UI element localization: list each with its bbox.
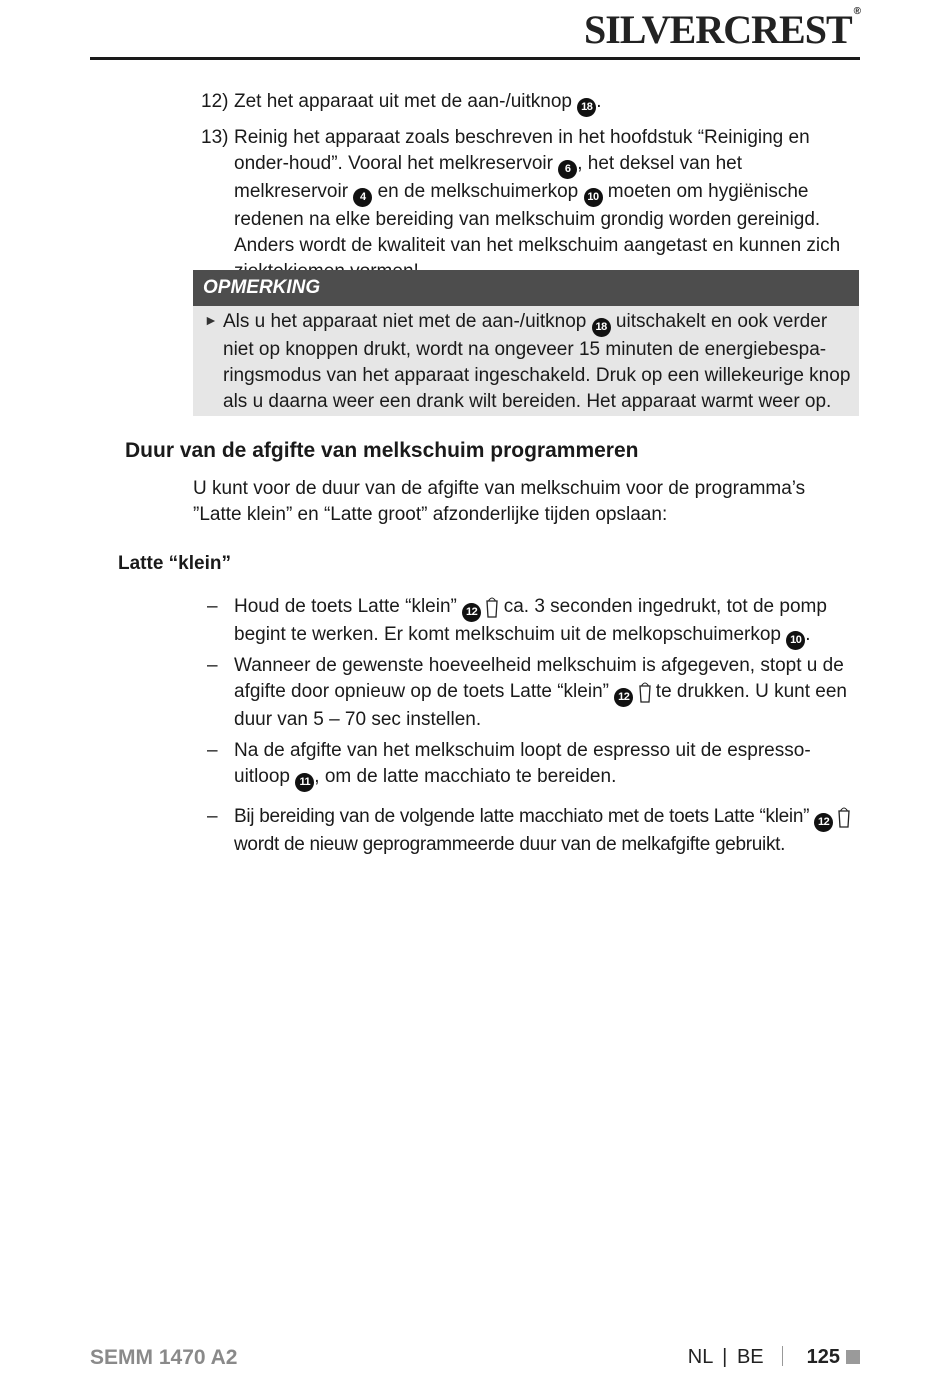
language-separator: |	[722, 1346, 728, 1368]
list-item-text: Na de afgifte van het melkschuim loopt de espresso uit de espresso-uitloop	[234, 740, 811, 787]
part-number-badge: 12	[462, 603, 481, 622]
list-item-text: , om de latte macchiato te bereiden.	[314, 766, 617, 787]
dash-bullet: –	[207, 596, 218, 617]
part-number-badge: 12	[614, 688, 633, 707]
part-number-badge: 18	[577, 98, 596, 117]
page-number: 125	[806, 1346, 840, 1368]
step-12	[201, 89, 861, 117]
list-item-text: Bij bereiding van de volgende latte macchiato met de toets Latte “klein”	[234, 806, 815, 827]
list-item-text: ca. 3 seconden ingedrukt, tot de pomp begint te werken. Er komt melkschuim uit de melkopschuimerkop	[234, 596, 827, 645]
part-number-badge: 10	[584, 188, 603, 207]
list-item-text: wordt de nieuw geprogrammeerde duur van de melkafgifte gebruikt.	[234, 834, 786, 855]
registered-mark: ®	[853, 6, 860, 17]
part-number-badge: 6	[558, 160, 577, 179]
list-item	[207, 653, 857, 733]
section-intro: U kunt voor de duur van de afgifte van melkschuim voor de programma’s ”Latte klein” en “Latte groot” afzonderlijke tijden opslaan:	[193, 478, 806, 525]
brand-logo	[584, 6, 860, 53]
list-item-text: .	[805, 624, 811, 645]
note-header: OPMERKING	[193, 270, 859, 306]
latte-glass-icon	[486, 596, 498, 618]
step-text: Reinig het apparaat zoals beschreven in het hoofdstuk “Reiniging en onder-houd”. Vooral het melkreservoir	[234, 127, 810, 174]
list-item	[207, 594, 857, 650]
step-text: .	[596, 91, 602, 112]
latte-glass-icon	[838, 806, 850, 828]
step-text: moeten om hygiënische redenen na elke bereiding van melkschuim grondig worden gereinigd. Anders wordt de kwaliteit van het melkschuim aangetast en kunnen zich	[234, 181, 841, 256]
step-number: 12)	[201, 91, 229, 112]
step-text: Zet het apparaat uit met de aan-/uitknop	[234, 91, 578, 112]
language-nl: NL	[687, 1346, 713, 1368]
section-title: Duur van de afgifte van melkschuim programmeren	[125, 439, 639, 462]
step-text: , het deksel van het melkreservoir	[234, 153, 742, 202]
part-number-badge: 11	[295, 773, 314, 792]
note-body	[193, 306, 859, 416]
brand-name: SILVERCREST	[583, 7, 852, 52]
dash-bullet: –	[207, 655, 218, 676]
page-marker-square	[846, 1350, 860, 1364]
footer-divider	[782, 1346, 783, 1366]
note-text-part: Als u het apparaat niet met de aan-/uitknop	[223, 311, 592, 332]
step-number: 13)	[201, 127, 229, 148]
footer-right	[688, 1346, 860, 1369]
arrow-right-icon: ►	[204, 312, 218, 328]
model-number: SEMM 1470 A2	[90, 1346, 238, 1369]
part-number-badge: 4	[353, 188, 372, 207]
part-number-badge: 10	[786, 631, 805, 650]
subsection-title: Latte “klein”	[118, 553, 231, 574]
list-item-text: te drukken. U kunt een duur van 5 – 70 sec instellen.	[234, 681, 847, 730]
step-13	[201, 125, 859, 285]
language-be: BE	[736, 1346, 764, 1368]
header-rule	[90, 57, 860, 60]
list-item-text: Houd de toets Latte “klein”	[234, 596, 463, 617]
part-number-badge: 12	[814, 813, 833, 832]
note-text	[223, 309, 853, 415]
list-item	[207, 804, 857, 858]
latte-glass-icon	[639, 681, 651, 703]
note-text-part: uitschakelt en ook verder niet op knoppen drukt, wordt na ongeveer 15 minuten de energiebespa-ringsmodus van het apparaat ingeschakeld. Druk op een willekeurige knop als u daarna weer een drank wilt bereiden. Het apparaat warmt weer op.	[223, 311, 851, 412]
dash-bullet: –	[207, 740, 218, 761]
list-item-text: Wanneer de gewenste hoeveelheid melkschuim is afgegeven, stopt u de afgifte door opnieuw op de toets Latte “klein”	[234, 655, 844, 702]
list-item	[207, 738, 857, 792]
dash-bullet: –	[207, 806, 218, 827]
part-number-badge: 18	[592, 318, 611, 337]
step-text: en de melkschuimerkop	[372, 181, 584, 202]
